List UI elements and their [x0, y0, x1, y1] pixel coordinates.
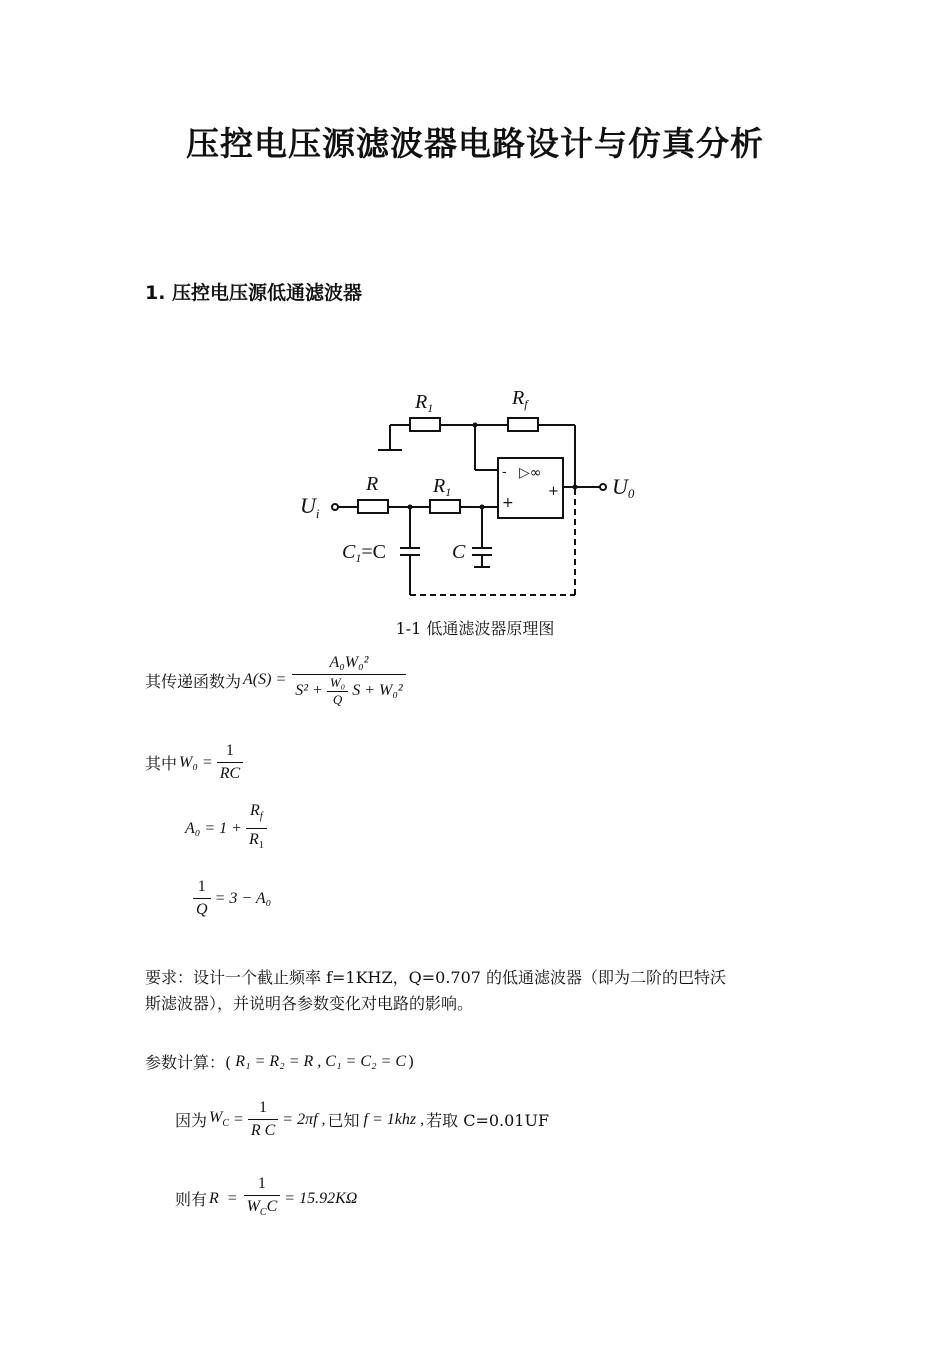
opamp-minus: -: [502, 465, 507, 480]
w0-den: RC: [219, 765, 241, 782]
then-rhs: = 15.92KΩ: [284, 1189, 358, 1207]
then-lhs: R =: [209, 1189, 238, 1207]
q-fraction: [193, 876, 211, 921]
opamp-symbol: ▷∞: [519, 465, 542, 481]
wc-lhs: $W_C$: [209, 1109, 230, 1130]
calc-suffix: ): [408, 1052, 415, 1071]
because-known: 已知: [327, 1111, 360, 1130]
page-title: 压控电压源滤波器电路设计与仿真分析: [186, 124, 764, 163]
a0-fraction: [246, 800, 267, 857]
requirement-line-1: 要求：设计一个截止频率 f=1KHZ，Q=0.707 的低通滤波器（即为二阶的巴特沃: [145, 968, 727, 987]
transfer-lhs: A(S) =: [243, 671, 287, 688]
resistor-r1-top: [410, 418, 440, 431]
transfer-denominator: [292, 675, 405, 708]
w0-formula: [145, 740, 243, 785]
because-f: f = 1khz ,: [363, 1110, 425, 1128]
requirement-line-2: 斯滤波器），并说明各参数变化对电路的影响。: [145, 994, 474, 1013]
circuit-diagram: [290, 380, 650, 610]
w0-lhs: W₀ =: [179, 753, 213, 771]
den-inner-frac: [327, 675, 348, 708]
opamp-out-plus: +: [548, 484, 559, 499]
because-formula: [175, 1097, 549, 1142]
then-num: 1: [244, 1173, 281, 1196]
a0-den: $R_1$: [248, 831, 264, 852]
transfer-numerator: A₀W₀²: [292, 652, 405, 675]
figure-caption: 1-1 低通滤波器原理图: [395, 619, 555, 638]
label-uo: U0: [612, 474, 635, 501]
a0-formula: [185, 800, 267, 857]
then-formula: [175, 1173, 357, 1224]
transfer-function: [145, 652, 406, 708]
transfer-fraction: [292, 652, 405, 708]
because-prefix: 因为: [175, 1111, 208, 1130]
transfer-prefix: 其传递函数为: [145, 671, 242, 691]
q-num: 1: [193, 876, 211, 899]
requirement-paragraph: [145, 965, 726, 1017]
w0-fraction: [217, 740, 243, 785]
den-inner-den: Q: [332, 692, 343, 707]
den-inner-num: W₀: [327, 675, 348, 692]
then-fraction: [244, 1173, 281, 1224]
because-take: 若取 C=0.01UF: [426, 1111, 550, 1130]
calc-prefix: 参数计算：(: [145, 1053, 232, 1072]
label-c1: $C_1=C$: [342, 541, 386, 565]
a0-num: $R_f$: [246, 800, 267, 829]
q-formula: [193, 876, 271, 921]
calc-expr: R₁ = R₂ = R , C₁ = C₂ = C: [235, 1052, 407, 1070]
because-fraction: [248, 1097, 278, 1142]
resistor-r1-mid: [430, 500, 460, 513]
label-ui: $U_i$: [300, 493, 320, 521]
param-calc: [145, 1050, 414, 1073]
den-b: S + W₀²: [352, 682, 403, 700]
opamp-plus: +: [502, 495, 514, 511]
where-prefix: 其中: [145, 754, 178, 773]
label-r: R: [366, 473, 379, 495]
then-prefix: 则有: [175, 1190, 208, 1210]
because-den: R C: [250, 1122, 276, 1139]
label-rf: $R_f$: [512, 387, 528, 411]
because-rhs: = 2πf ,: [282, 1110, 326, 1128]
because-eq: =: [233, 1110, 244, 1128]
q-den: Q: [196, 901, 208, 918]
q-rhs: = 3 − A₀: [214, 889, 272, 907]
label-c: C: [452, 541, 466, 563]
section-heading: 1. 压控电压源低通滤波器: [145, 282, 363, 304]
a0-lhs: A₀ = 1 +: [185, 819, 242, 837]
then-den: $W_CC$: [246, 1198, 278, 1219]
w0-num: 1: [217, 740, 243, 763]
den-a: S² +: [295, 682, 323, 700]
resistor-r: [358, 500, 388, 513]
label-r1-mid: $R_1$: [433, 475, 452, 499]
resistor-rf: [508, 418, 538, 431]
label-r1-top: $R_1$: [415, 391, 434, 415]
because-num: 1: [248, 1097, 278, 1120]
